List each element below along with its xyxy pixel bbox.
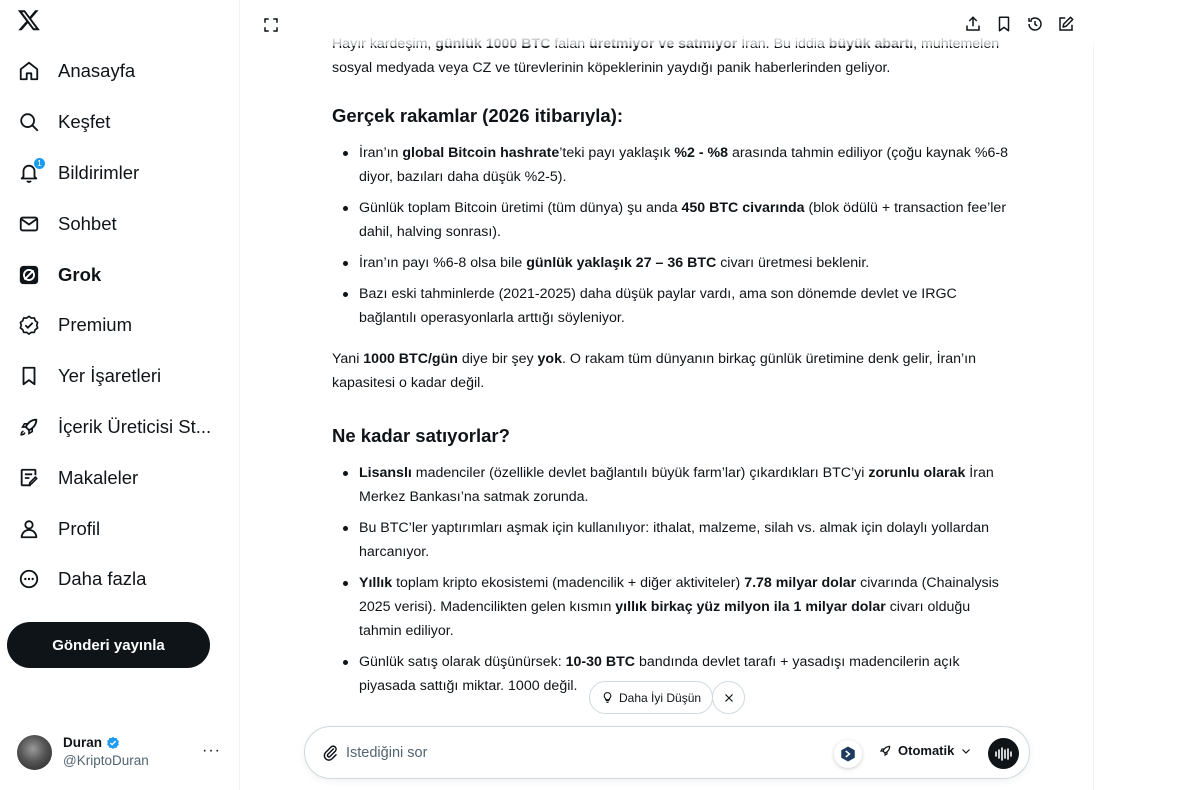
article-icon — [17, 466, 41, 490]
bell-icon — [17, 158, 42, 185]
more-dots-icon[interactable]: ··· — [202, 742, 221, 759]
list-item: Günlük toplam Bitcoin üretimi (tüm dünya) şu anda 450 BTC civarında (blok ödülü + transaction fee’ler dahil, halving sonrası). — [332, 196, 1012, 244]
rocket-icon — [878, 744, 892, 758]
nav-item-grok[interactable] — [0, 249, 240, 300]
bookmark-icon — [17, 364, 41, 388]
rocket-icon — [17, 415, 41, 439]
nav-item-articles[interactable] — [0, 452, 240, 503]
list-item: Lisanslı madenciler (özellikle devlet bağlantılı büyük farm’lar) çıkardıkları BTC’yi zorunlu olarak İran Merkez Bankası’na satmak zorunda. — [332, 461, 1012, 509]
nav-item-profile[interactable] — [0, 503, 240, 554]
nav-item-label: Daha fazla — [58, 568, 147, 590]
nav-item-premium[interactable] — [0, 300, 240, 351]
more-circle-icon — [17, 567, 41, 591]
nav-item-home[interactable] — [0, 46, 240, 97]
mode-selector[interactable] — [878, 743, 972, 758]
grok-icon — [17, 263, 41, 287]
grok-response — [332, 32, 1012, 698]
model-hex-button[interactable] — [834, 740, 862, 768]
chip-label: Daha İyi Düşün — [619, 690, 702, 705]
nav-item-more[interactable] — [0, 554, 240, 605]
response-intro: sosyal medyada veya CZ ve türevlerinin köpeklerinin yaydığı panik haberlerinden geliyor. — [332, 60, 891, 76]
list-item: Bazı eski tahminlerde (2021-2025) daha düşük paylar vardı, ama son dönemde devlet ve IRGC bağlantılı operasyonlarla arttığı söyleniyor. — [332, 282, 1012, 330]
person-icon — [17, 517, 41, 541]
home-icon — [17, 59, 41, 83]
account-name-row — [63, 734, 149, 752]
envelope-icon — [17, 212, 41, 236]
nav-item-label: Keşfet — [58, 111, 111, 133]
nav-item-label: Profil — [58, 517, 101, 539]
nav-item-creator-studio[interactable] — [0, 402, 240, 453]
nav-item-label: Bildirimler — [58, 161, 140, 183]
account-handle: @KriptoDuran — [63, 753, 149, 768]
share-icon[interactable] — [964, 15, 982, 33]
bookmark-icon[interactable] — [995, 15, 1013, 33]
response-heading: Gerçek rakamlar (2026 itibarıyla): — [332, 105, 624, 126]
grok-panel — [241, 0, 1094, 790]
attach-icon[interactable] — [321, 744, 339, 762]
expand-icon[interactable] — [262, 16, 280, 34]
list-item: Bu BTC’ler yaptırımları aşmak için kullanılıyor: ithalat, malzeme, silah vs. almak için dolaylı yollardan harcanıyor. — [332, 516, 1012, 564]
panel-toolbar — [964, 15, 1075, 33]
list-item: Yıllık toplam kripto ekosistemi (madencilik + diğer aktiviteler) 7.78 milyar dolar civarında (Chainalysis 2025 verisi). Madencilikten gelen kısmın yıllık birkaç yüz milyon ila 1 milyar dolar civarı olduğu tahmin ediliyor. — [332, 571, 1012, 643]
nav-item-label: Premium — [58, 314, 133, 336]
verified-badge-icon — [106, 736, 120, 750]
bullet-list — [332, 141, 1012, 330]
notification-badge: 1 — [33, 157, 46, 170]
avatar — [17, 735, 52, 770]
bullet-list — [332, 461, 1012, 698]
account-name: Duran — [63, 735, 103, 750]
close-suggestion-button[interactable] — [712, 681, 745, 714]
account-info — [63, 734, 149, 770]
post-button[interactable]: Gönderi yayınla — [7, 622, 210, 668]
sidebar — [0, 0, 240, 790]
waveform-icon — [994, 746, 1014, 762]
account-switcher[interactable] — [17, 730, 227, 774]
hexagon-icon — [839, 745, 857, 763]
history-icon[interactable] — [1026, 15, 1044, 33]
list-item: Günlük satış olarak düşünürsek: 10-30 BTC bandında devlet tarafı + yasadışı madencilerin açık piyasada sattığı miktar. 1000 değil. — [332, 650, 1012, 698]
response-summary: Yani 1000 BTC/gün diye bir şey yok. O rakam tüm dünyanın birkaç günlük üretimine denk gelir, İran’ın kapasitesi o kadar değil. — [332, 351, 977, 391]
nav-item-bookmarks[interactable] — [0, 351, 240, 402]
response-heading: Ne kadar satıyorlar? — [332, 425, 510, 446]
nav-item-label: Grok — [58, 263, 102, 285]
primary-nav — [0, 46, 240, 605]
chevron-down-icon — [960, 745, 972, 757]
nav-item-label: İçerik Üreticisi St... — [58, 415, 212, 437]
x-logo-icon[interactable] — [17, 8, 41, 32]
nav-item-label: Anasayfa — [58, 60, 136, 82]
nav-item-label: Sohbet — [58, 212, 117, 234]
voice-mode-button[interactable] — [988, 738, 1019, 769]
premium-icon — [17, 313, 41, 337]
list-item: İran’ın global Bitcoin hashrate’teki payı yaklaşık %2 - %8 arasında tahmin ediliyor (çoğu kaynak %6-8 diyor, bazıları daha düşük %2-5). — [332, 141, 1012, 189]
nav-item-label: Yer İşaretleri — [58, 365, 162, 387]
grok-composer — [304, 726, 1030, 779]
search-icon — [17, 110, 41, 134]
new-chat-icon[interactable] — [1057, 15, 1075, 33]
think-better-chip[interactable] — [589, 681, 713, 714]
close-icon — [723, 692, 735, 704]
nav-item-notifications[interactable] — [0, 148, 240, 199]
lightbulb-icon — [601, 691, 614, 704]
ask-input[interactable] — [346, 741, 786, 765]
nav-item-explore[interactable] — [0, 97, 240, 148]
mode-label: Otomatik — [898, 743, 955, 758]
nav-item-label: Makaleler — [58, 466, 139, 488]
nav-item-chat[interactable] — [0, 198, 240, 249]
list-item: İran’ın payı %6-8 olsa bile günlük yaklaşık 27 – 36 BTC civarı üretmesi beklenir. — [332, 251, 1012, 275]
